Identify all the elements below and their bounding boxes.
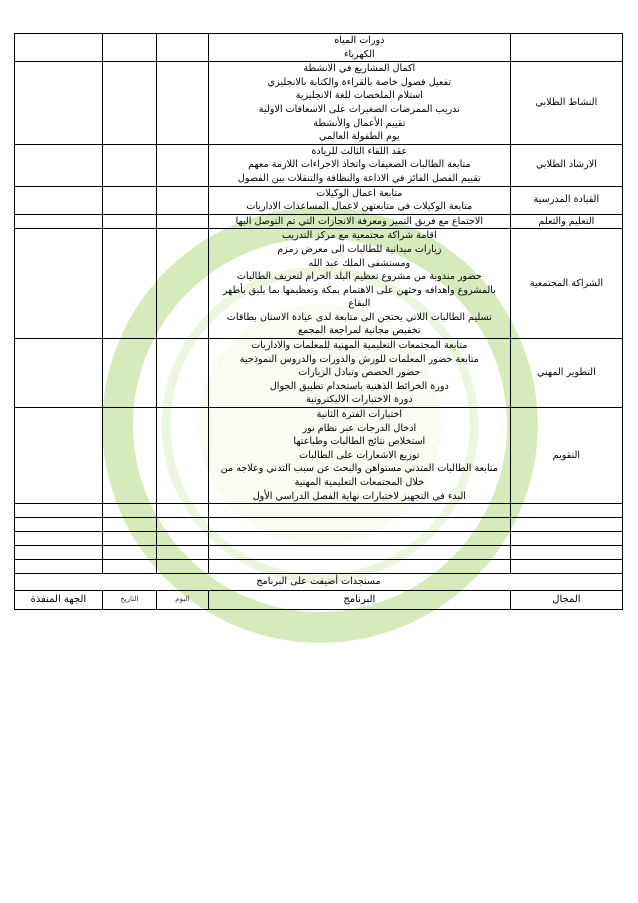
header-day: اليوم [156, 591, 208, 610]
day-cell [156, 560, 208, 574]
program-line: تفعيل فصول خاصة بالقراءة والكتابة بالانجليزي [267, 76, 451, 88]
day-cell [156, 34, 208, 62]
day-cell [156, 504, 208, 518]
field-cell: التطوير المهني [510, 339, 622, 408]
program-line: البدء في التجهيز لاختبارات نهاية الفصل الدراسي الأول [252, 490, 466, 502]
empty-row [15, 504, 623, 518]
program-cell [208, 504, 510, 518]
table-row [15, 214, 623, 229]
program-line: تسليم الطالبات اللاتي يحتجن الى متابعة لدى عيادة الاسنان بطاقات [226, 311, 492, 323]
date-cell [102, 186, 156, 214]
field-cell: التعليم والتعلم [510, 214, 622, 229]
entity-cell [15, 408, 103, 504]
program-line: عقد اللقاء الثالث للريادة [311, 145, 408, 157]
program-cell [208, 186, 510, 214]
table-row [15, 408, 623, 504]
program-line: متابعة الوكيلات في متابعتهن لاعمال المساعدات الاداريات [246, 201, 473, 213]
day-cell [156, 339, 208, 408]
entity-cell [15, 339, 103, 408]
day-cell [156, 229, 208, 339]
table-row [15, 144, 623, 186]
table-row [15, 62, 623, 145]
program-line: خلال المجتمعات التعليمية المهنية [294, 477, 425, 488]
program-line: اقامة شراكة مجتمعية مع مركز التدريب [282, 230, 437, 242]
entity-cell [15, 214, 103, 229]
entity-cell [15, 62, 103, 145]
field-cell: النشاط الطلابي [510, 62, 622, 145]
entity-cell [15, 229, 103, 339]
program-line: حضور الحصص وتبادل الزيارات [298, 367, 421, 379]
day-cell [156, 408, 208, 504]
program-line: تقييم الفصل الفائز في الاذاعة والنظافة والتنقلات بين الفصول [237, 172, 481, 184]
program-line: دورة الاختبارات الاليكترونية [306, 394, 413, 406]
field-cell [510, 546, 622, 560]
program-line: توزيع الاشعارات على الطالبات [299, 449, 420, 461]
header-date: التاريخ [102, 591, 156, 610]
empty-row [15, 560, 623, 574]
date-cell [102, 546, 156, 560]
table-row [15, 34, 623, 62]
day-cell [156, 546, 208, 560]
date-cell [102, 62, 156, 145]
note-cell: مستجدات أضيفت على البرنامج [15, 574, 623, 591]
program-line: متابعة الطالبات الضعيفات واتخاذ الاجراءات اللازمة معهم [248, 159, 471, 171]
field-cell [510, 560, 622, 574]
date-cell [102, 229, 156, 339]
program-cell [208, 560, 510, 574]
day-cell [156, 62, 208, 145]
field-cell [510, 518, 622, 532]
entity-cell [15, 504, 103, 518]
day-cell [156, 532, 208, 546]
program-line: تقييم الأعمال والأنشطة [313, 117, 406, 129]
day-cell [156, 518, 208, 532]
program-line: متابعة اعمال الوكيلات [316, 187, 403, 199]
entity-cell [15, 186, 103, 214]
header-entity: الجهة المنفذة [15, 591, 103, 610]
program-cell [208, 339, 510, 408]
program-line: الكهرباء [343, 48, 375, 60]
entity-cell [15, 144, 103, 186]
program-line: اختبارات الفترة الثانية [316, 409, 403, 421]
program-cell [208, 62, 510, 145]
program-cell [208, 214, 510, 229]
day-cell [156, 214, 208, 229]
program-cell [208, 518, 510, 532]
empty-row [15, 532, 623, 546]
table-row [15, 186, 623, 214]
program-line: بالمشروع واهدافه وحثهن على الاهتمام بمكة وتعظيمها بما يليق بأطهر البقاع [222, 284, 496, 310]
program-cell [208, 144, 510, 186]
program-cell [208, 532, 510, 546]
header-program: البرنامج [208, 591, 510, 610]
program-cell [208, 546, 510, 560]
entity-cell [15, 34, 103, 62]
program-line: اكمال المشاريع في الانشطة [303, 63, 416, 75]
header-field: المجال [510, 591, 622, 610]
program-line: الاجتماع مع فريق التميز ومعرفة الانجازات التي تم التوصل اليها [235, 215, 484, 227]
date-cell [102, 560, 156, 574]
program-line: تخفيض مجانية لمراجعة المجمع [298, 325, 421, 337]
header-row [15, 591, 623, 610]
date-cell [102, 532, 156, 546]
day-cell [156, 186, 208, 214]
date-cell [102, 408, 156, 504]
program-line: حضور مندوبة من مشروع تعظيم البلد الحرام لتعريف الطالبات [236, 271, 482, 283]
table-row [15, 229, 623, 339]
program-cell [208, 34, 510, 62]
program-line: تدريب الممرضات الصغيرات على الاسعافات الاولية [258, 103, 460, 115]
program-line: ومستشفى الملك عبد الله [308, 257, 411, 269]
program-line: ادخال الدرجات عبر نظام نور [302, 422, 417, 434]
field-cell: القيادة المدرسية [510, 186, 622, 214]
field-cell: التقويم [510, 408, 622, 504]
date-cell [102, 214, 156, 229]
empty-row [15, 546, 623, 560]
field-cell [510, 34, 622, 62]
date-cell [102, 34, 156, 62]
program-cell [208, 408, 510, 504]
program-line: متابعة الطالبات المتدني مستواهن والبحث عن سبب التدني وعلاجه من [220, 463, 498, 475]
date-cell [102, 504, 156, 518]
table-row [15, 339, 623, 408]
program-line: دورات المياه [334, 35, 385, 46]
program-line: استخلاص نتائج الطالبات وطباعتها [293, 436, 426, 448]
entity-cell [15, 532, 103, 546]
day-cell [156, 144, 208, 186]
field-cell [510, 504, 622, 518]
program-line: يوم الطفولة العالمي [319, 131, 400, 143]
program-line: زيارات ميدانية للطالبات الى معرض زمزم [277, 243, 442, 255]
entity-cell [15, 560, 103, 574]
program-line: استلام الملخصات للغة الانجليزية [295, 90, 423, 102]
date-cell [102, 518, 156, 532]
program-line: دورة الخرائط الذهنية باستخدام تطبيق الجوال [269, 380, 449, 392]
empty-row [15, 518, 623, 532]
date-cell [102, 144, 156, 186]
entity-cell [15, 546, 103, 560]
program-cell [208, 229, 510, 339]
field-cell: الشراكة المجتمعية [510, 229, 622, 339]
program-table [14, 33, 623, 610]
entity-cell [15, 518, 103, 532]
date-cell [102, 339, 156, 408]
field-cell: الارشاد الطلابي [510, 144, 622, 186]
note-row [15, 574, 623, 591]
program-line: متابعة المجتمعات التعليمية المهنية للمعلمات والاداريات [251, 340, 468, 352]
program-line: متابعة حضور المعلمات للورش والدورات والدروس النموذجية [239, 353, 479, 365]
field-cell [510, 532, 622, 546]
